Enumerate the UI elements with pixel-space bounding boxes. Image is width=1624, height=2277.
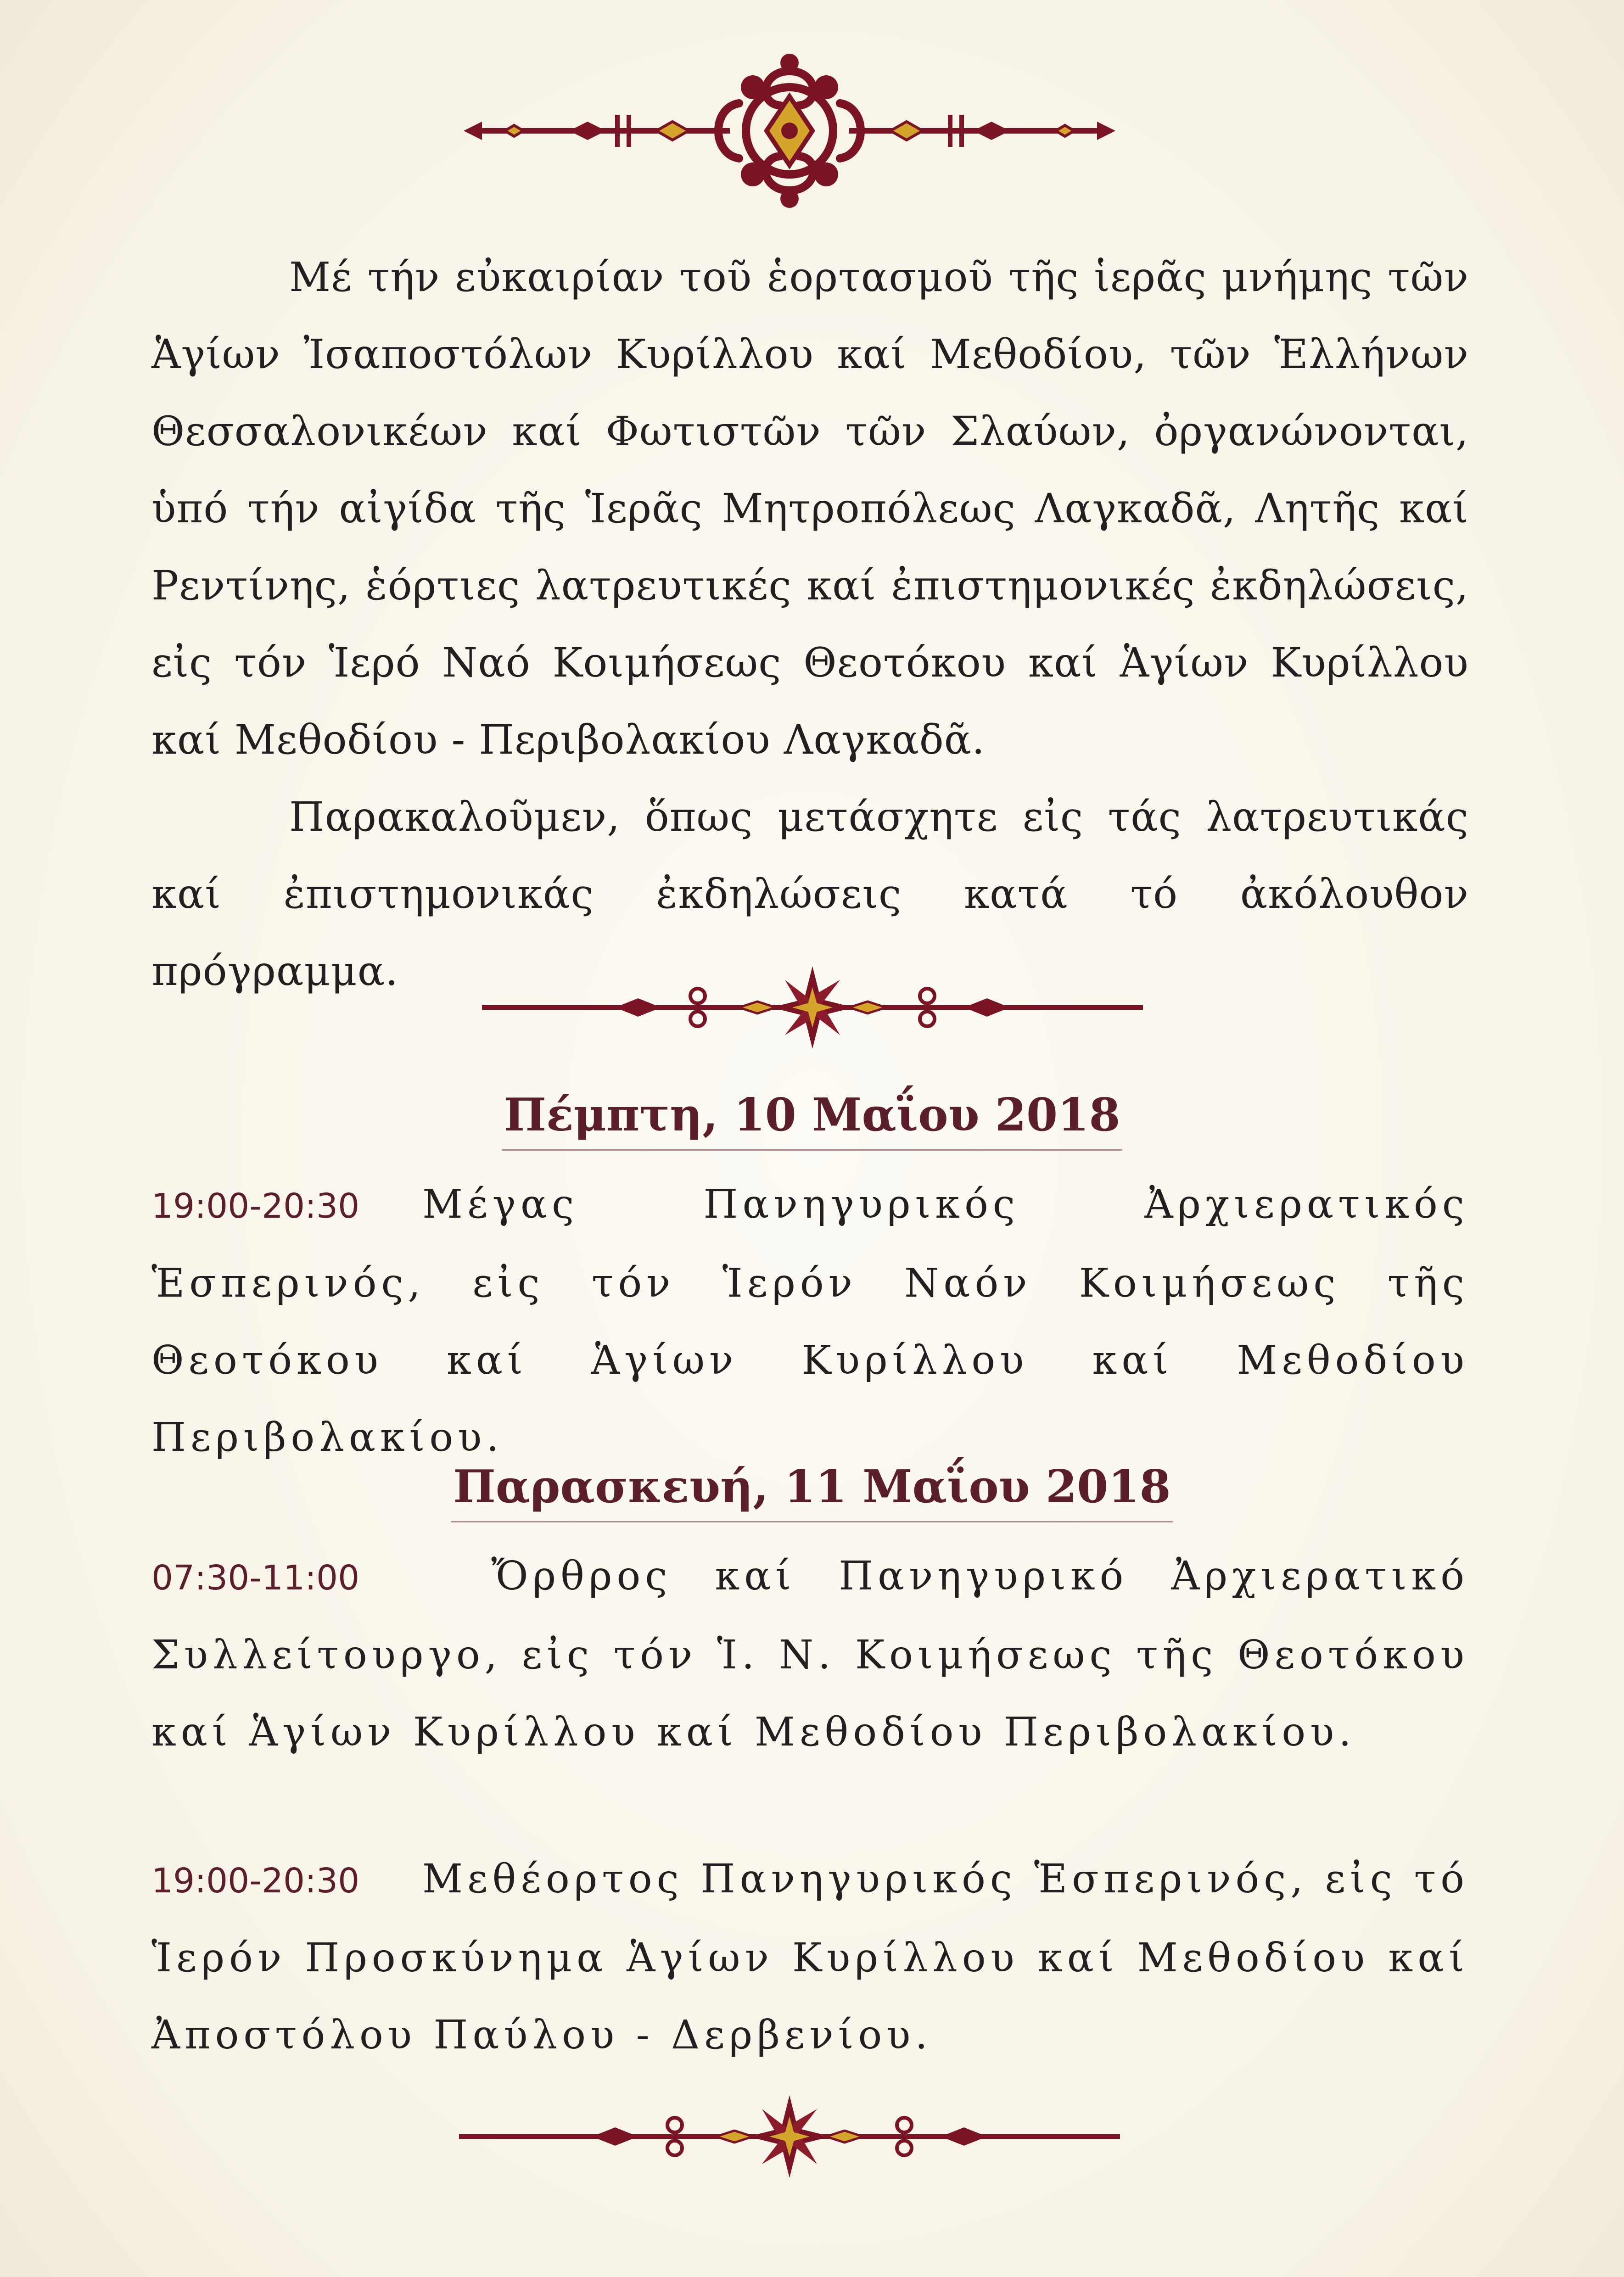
intro-paragraph: Μέ τήν εὐκαιρίαν τοῦ ἑορτασμοῦ τῆς ἱερᾶς μνήμης τῶν Ἁγίων Ἰσαποστόλων Κυρίλλου καί Μεθοδίου, τῶν Ἑλλήνων Θεσσαλονικέων καί Φωτιστῶν τῶν Σλαύων, ὀργανώνονται, ὑπό τήν αἰγίδα τῆς Ἱερᾶς Μητροπόλεως Λαγκαδᾶ, Λητῆς καί Ρεντίνης, ἑόρτιες λατρευτικές καί ἐπιστημονικές ἐκδηλώσεις, εἰς τόν Ἱερό Ναό Κοιμήσεως Θεοτόκου καί Ἁγίων Κυρίλλου καί Μεθοδίου - Περιβολακίου Λαγκαδᾶ. [151,253,1469,763]
star-divider-icon [482,964,1143,1051]
event-description: Ὄρθρος καί Πανηγυρικό Ἀρχιερατικό Συλλείτουργο, εἰς τόν Ἱ. Ν. Κοιμήσεως τῆς Θεοτόκου καί Ἁγίων Κυρίλλου καί Μεθοδίου Περιβολακίου. [151,1553,1469,1755]
day-heading [0,1088,1624,1151]
schedule-item [151,1841,1469,2074]
event-time: 19:00-20:30 [151,1861,360,1901]
intro-text [151,239,1469,1010]
event-time: 19:00-20:30 [151,1186,360,1226]
event-description: Μέγας Πανηγυρικός Ἀρχιερατικός Ἑσπερινός, εἰς τόν Ἱερόν Ναόν Κοιμήσεως τῆς Θεοτόκου καί Ἁγίων Κυρίλλου καί Μεθοδίου Περιβολακίου. [151,1181,1469,1460]
star-divider-icon [459,2093,1120,2180]
day-heading-text: Παρασκευή, 11 Μαΐου 2018 [451,1460,1172,1522]
day-heading-text: Πέμπτη, 10 Μαΐου 2018 [502,1088,1122,1151]
day-heading [0,1460,1624,1522]
intro-paragraph: Παρακαλοῦμεν, ὅπως μετάσχητε εἰς τάς λατρευτικάς καί ἐπιστημονικάς ἐκδηλώσεις κατά τό ἀκόλουθον πρόγραμμα. [151,793,1469,995]
event-description: Μεθέορτος Πανηγυρικός Ἑσπερινός, εἰς τό Ἱερόν Προσκύνημα Ἁγίων Κυρίλλου καί Μεθοδίου καί Ἀποστόλου Παύλου - Δερβενίου. [151,1856,1469,2058]
schedule-item [151,1538,1469,1771]
scroll-ornament-icon [464,53,1115,209]
event-time: 07:30-11:00 [151,1558,360,1598]
schedule-item [151,1166,1469,1476]
